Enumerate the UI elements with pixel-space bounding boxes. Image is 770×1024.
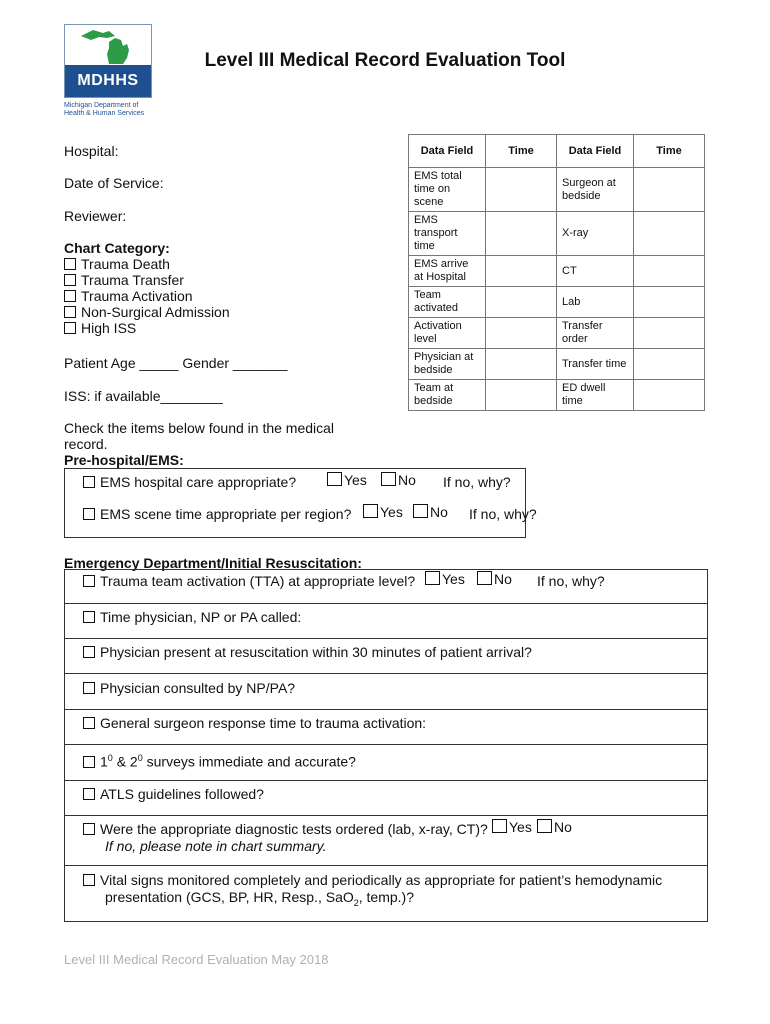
time-cell[interactable] (486, 349, 557, 380)
checkbox[interactable] (83, 756, 95, 768)
category-item[interactable]: Trauma Transfer (64, 272, 230, 288)
field-cell: Team activated (409, 287, 486, 318)
diagnostic-note: If no, please note in chart summary. (105, 838, 327, 854)
field-cell: Activation level (409, 318, 486, 349)
category-item[interactable]: High ISS (64, 320, 230, 336)
header-data-field: Data Field (557, 135, 634, 168)
diagnostic-no[interactable]: No (537, 819, 572, 835)
chart-category-list (64, 256, 230, 336)
field-cell: EMS arrive at Hospital (409, 256, 486, 287)
no-checkbox[interactable] (537, 819, 552, 833)
checkbox[interactable] (83, 646, 95, 658)
time-cell[interactable] (634, 287, 705, 318)
surgeon-response-row (65, 709, 707, 745)
prehospital-heading: Pre-hospital/EMS: (64, 452, 184, 468)
category-item[interactable]: Trauma Death (64, 256, 230, 272)
ems-care-text: EMS hospital care appropriate? (100, 474, 297, 490)
iss-field[interactable]: ISS: if available________ (64, 388, 223, 404)
consulted-text: Physician consulted by NP/PA? (100, 680, 296, 696)
field-cell: EMS transport time (409, 212, 486, 256)
time-cell[interactable] (486, 380, 557, 411)
ems-care-yes[interactable]: Yes (327, 472, 367, 488)
tta-yes[interactable]: Yes (425, 571, 465, 587)
time-cell[interactable] (486, 212, 557, 256)
no-checkbox[interactable] (413, 504, 428, 518)
patient-age-gender[interactable]: Patient Age _____ Gender _______ (64, 355, 288, 371)
consulted-row (65, 673, 707, 710)
header-time: Time (486, 135, 557, 168)
field-cell: Surgeon at bedside (557, 168, 634, 212)
diagnostic-row (65, 815, 707, 866)
ems-care-ifno: If no, why? (443, 474, 511, 490)
time-called-text: Time physician, NP or PA called: (100, 609, 302, 625)
time-cell[interactable] (634, 318, 705, 349)
checkbox[interactable] (83, 476, 95, 488)
time-cell[interactable] (486, 256, 557, 287)
time-cell[interactable] (634, 168, 705, 212)
table-row (409, 287, 705, 318)
yes-checkbox[interactable] (425, 571, 440, 585)
no-checkbox[interactable] (381, 472, 396, 486)
checkbox[interactable] (64, 274, 76, 286)
ems-scene-no[interactable]: No (413, 504, 448, 520)
vitals-text-2: presentation (GCS, BP, HR, Resp., SaO$_2$, temp.)? (105, 889, 415, 908)
table-row (409, 168, 705, 212)
header-data-field: Data Field (409, 135, 486, 168)
time-cell[interactable] (634, 380, 705, 411)
vitals-row (65, 865, 707, 921)
time-cell[interactable] (486, 287, 557, 318)
field-cell: Team at bedside (409, 380, 486, 411)
no-checkbox[interactable] (477, 571, 492, 585)
data-field-table (408, 134, 705, 411)
category-item[interactable]: Trauma Activation (64, 288, 230, 304)
time-cell[interactable] (634, 212, 705, 256)
checkbox[interactable] (64, 258, 76, 270)
ems-scene-text: EMS scene time appropriate per region? (100, 506, 352, 522)
hospital-label: Hospital: (64, 143, 119, 159)
diagnostic-yes[interactable]: Yes (492, 819, 532, 835)
time-called-row (65, 603, 707, 639)
yes-checkbox[interactable] (363, 504, 378, 518)
checkbox[interactable] (83, 874, 95, 886)
prehospital-box (64, 468, 537, 538)
ed-box (64, 569, 708, 922)
checkbox[interactable] (83, 823, 95, 835)
field-cell: Lab (557, 287, 634, 318)
checkbox[interactable] (64, 290, 76, 302)
table-row (409, 212, 705, 256)
category-item[interactable]: Non-Surgical Admission (64, 304, 230, 320)
field-cell: CT (557, 256, 634, 287)
header-time: Time (634, 135, 705, 168)
reviewer-label: Reviewer: (64, 208, 127, 224)
table-row (409, 380, 705, 411)
logo-abbr: MDHHS (65, 65, 151, 97)
ems-scene-ifno: If no, why? (469, 506, 537, 522)
time-cell[interactable] (486, 318, 557, 349)
physician-present-row (65, 638, 707, 674)
atls-row (65, 780, 707, 816)
field-cell: ED dwell time (557, 380, 634, 411)
atls-text: ATLS guidelines followed? (100, 786, 264, 802)
ems-scene-yes[interactable]: Yes (363, 504, 403, 520)
footer-text: Level III Medical Record Evaluation May 2018 (64, 952, 329, 967)
check-intro-2: record. (64, 436, 108, 452)
tta-row (65, 570, 707, 604)
ed-heading: Emergency Department/Initial Resuscitation: (64, 555, 362, 571)
vitals-text-1: Vital signs monitored completely and periodically as appropriate for patient’s hemodynamic (100, 872, 663, 888)
checkbox[interactable] (83, 788, 95, 800)
checkbox[interactable] (83, 717, 95, 729)
logo-line2: Health & Human Services (64, 110, 145, 117)
logo-line1: Michigan Department of (64, 102, 139, 109)
page-title: Level III Medical Record Evaluation Tool (204, 50, 566, 71)
surveys-row (65, 744, 707, 781)
surveys-text: $1^0$ & $2^0$ surveys immediate and accurate? (83, 750, 356, 770)
table-row (409, 256, 705, 287)
tta-ifno: If no, why? (537, 573, 605, 589)
physician-present-text: Physician present at resuscitation within 30 minutes of patient arrival? (100, 644, 532, 660)
yes-checkbox[interactable] (492, 819, 507, 833)
field-cell: Transfer order (557, 318, 634, 349)
time-cell[interactable] (486, 168, 557, 212)
checkbox[interactable] (64, 306, 76, 318)
surgeon-response-text: General surgeon response time to trauma activation: (100, 715, 427, 731)
tta-no[interactable]: No (477, 571, 512, 587)
time-cell[interactable] (634, 256, 705, 287)
checkbox[interactable] (83, 611, 95, 623)
checkbox[interactable] (83, 508, 95, 520)
field-cell: Transfer time (557, 349, 634, 380)
tta-text: Trauma team activation (TTA) at appropriate level? (100, 573, 416, 589)
ems-care-no[interactable]: No (381, 472, 416, 488)
checkbox[interactable] (83, 575, 95, 587)
field-cell: X-ray (557, 212, 634, 256)
field-cell: Physician at bedside (409, 349, 486, 380)
field-cell: EMS total time on scene (409, 168, 486, 212)
check-intro-1: Check the items below found in the medical (64, 420, 335, 436)
checkbox[interactable] (64, 322, 76, 334)
chart-category-label: Chart Category: (64, 240, 170, 256)
yes-checkbox[interactable] (327, 472, 342, 486)
table-row (409, 349, 705, 380)
checkbox[interactable] (83, 682, 95, 694)
date-of-service-label: Date of Service: (64, 175, 164, 191)
ems-care-row (83, 474, 296, 490)
table-row (409, 318, 705, 349)
ems-scene-row (83, 506, 351, 522)
time-cell[interactable] (634, 349, 705, 380)
diagnostic-text: Were the appropriate diagnostic tests ordered (lab, x-ray, CT)? (100, 821, 488, 837)
